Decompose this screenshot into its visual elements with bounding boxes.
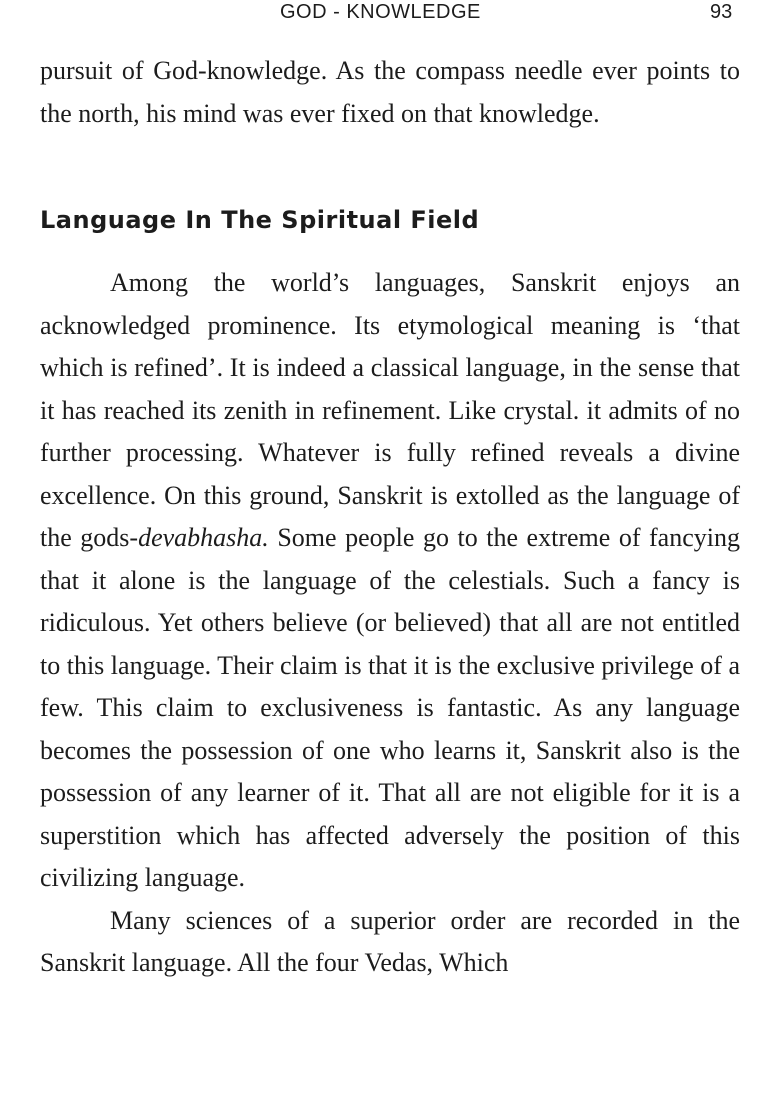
section-heading: Language In The Spiritual Field: [40, 206, 480, 234]
running-title: GOD - KNOWLEDGE: [280, 1, 481, 23]
paragraph-1-italic-term: devabhasha.: [138, 523, 269, 552]
continued-paragraph-text: pursuit of God-knowledge. As the compass needle ever points to the north, his mind was ever fixed on that knowledge.: [40, 56, 740, 128]
paragraph-1-text-b: Some people go to the extreme of fancying that it alone is the language of the celestials. Such a fancy is ridiculous. Yet others believe (or believed) that all are not entitled to this language. Their claim is that it is the exclusive privilege of a few. This claim to exclusiveness is fantastic. As any language becomes the possession of one who learns it, Sanskrit also is the possession of any learner of it. That all are not eligible for it is a superstition which has affected adversely the position of this civilizing language.: [40, 523, 740, 892]
continued-paragraph: [40, 50, 740, 135]
paragraph-1: [40, 262, 740, 900]
page-number: 93: [710, 1, 733, 23]
running-header: [0, 0, 780, 30]
paragraph-2: Many sciences of a superior order are recorded in the Sanskrit language. All the four Vedas, Which: [40, 905, 740, 977]
paragraph-1-text-a: Among the world’s languages, Sanskrit enjoys an acknowledged prominence. Its etymological meaning is ‘that which is refined’. It is indeed a classical language, in the sense that it has reached its zenith in refinement. Like crystal. it admits of no further processing. Whatever is fully refined reveals a divine excellence. On this ground, Sanskrit is extolled as the language of the gods-: [40, 268, 740, 552]
section-body: [40, 262, 740, 985]
